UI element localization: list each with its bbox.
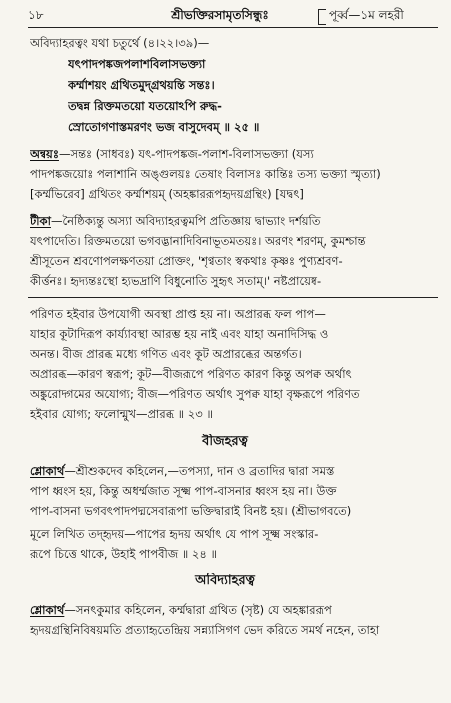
translation-line-5: অঙ্কুরোদ্গমের অযোগ্য; বীজ—পরিণত অর্থাৎ সুপক্ব যাহা বৃক্ষরূপে পরিণত — [30, 387, 360, 401]
tika-line-4: কীর্ত্তনঃ। হৃদ্যন্তঃস্থো হ্যভদ্রাণি বিধুনোতি সুহৃৎ সতাম্।' নষ্টপ্রায়েষ্ব- — [30, 274, 322, 288]
section2-text-1: —সনৎকুমার কহিলেন, কর্ম্মদ্বারা গ্রথিত (সৃষ্ট) যে অহঙ্কাররূপ — [64, 603, 332, 617]
section2-label: শ্লোকার্থ — [30, 603, 65, 617]
translation-line-2: যাহার কূটাদিরূপ কার্য্যাবস্থা আরম্ভ হয় নাই এবং যাহা অনাদিসিদ্ধ ও — [30, 327, 329, 341]
translation-line-6: হইবার যোগ্য; ফলোন্মুখ—প্রারব্ধ ॥ ২৩ ॥ — [30, 407, 213, 421]
book-title: শ্রীভক্তিরসামৃতসিন্ধুঃ — [171, 8, 269, 22]
header-rule — [28, 27, 438, 28]
anvaya-label: অন্বয়ঃ — [30, 147, 59, 161]
translation-line-4: অপ্রারব্ধ—কারণ স্বরূপ; কূট—বীজরূপে পরিণত কারণ কিন্তু অপক্ব অর্থাৎ — [30, 367, 352, 381]
page-number: ১৮ — [28, 8, 44, 22]
tika-label: টীকা — [30, 214, 51, 228]
verse-line-4: স্রোতোগণাস্তমরণং ভজ বাসুদেবম্ ॥ ২৫ ॥ — [68, 120, 260, 134]
translation-line-1: পরিণত হইবার উপযোগী অবস্থা প্রাপ্ত হয় না। অপ্রারব্ধ ফল পাপ— — [30, 307, 326, 321]
section1-line-3: পাপ-বাসনা ভগবৎপাদপদ্মসেবারূপা ভক্তিদ্বারাই বিনষ্ট হয়। (শ্রীভাগবতে) — [30, 504, 352, 518]
section1-line-5: রূপে চিত্তে থাকে, উহাই পাপবীজ ॥ ২৪ ॥ — [30, 547, 218, 561]
section1-line-2: পাপ ধ্বংস হয়, কিন্তু অধর্ম্মজাত সূক্ষ্ম পাপ-বাসনার ধ্বংস হয় না। উক্ত — [30, 484, 337, 498]
section-label: পূর্ব্ব—১ম লহরী — [329, 8, 404, 22]
verse-line-3: তদ্বন্ন রিক্তমতয়ো যতয়োঽপি রুদ্ধ- — [68, 99, 222, 113]
intro-line: অবিদ্যাহরত্বং যথা চতুর্থে (৪।২২।৩৯)— — [30, 36, 210, 50]
anvaya-line-1 — [30, 146, 440, 163]
verse-line-1: যৎপাদপঙ্কজপলাশবিলাসভক্ত্যা — [68, 57, 206, 71]
section-heading-avidyaharatva: অবিদ্যাহরত্ব — [195, 573, 255, 588]
section1-line-4: মূলে লিখিত তদ্হৃদয়—পাপের হৃদয় অর্থাৎ যে পাপ সূক্ষ্ম সংস্কার- — [30, 527, 319, 541]
tika-line-3: শ্রীসূতেন শ্রবণোপলক্ষণতয়া প্রোক্তং, 'শৃণ্বতাং স্বকথাঃ কৃষ্ণঃ পুণ্যশ্রবণ- — [30, 254, 343, 268]
section1-line-1 — [30, 463, 440, 480]
anvaya-line-3: [কর্ম্মভিরেব] গ্রথিতং কর্ম্মাশয়ম্ (অহঙ্কাররূপহৃদয়গ্রন্থিং) [যদ্বৎ] — [30, 187, 304, 201]
section1-label: শ্লোকার্থ — [30, 464, 65, 478]
section2-line-2: হৃদয়গ্রন্থিনিবিষয়মতি প্রত্যাহৃতেন্দ্রিয় সন্ন্যাসিগণ ভেদ করিতে সমর্থ নহেন, তাহা — [30, 623, 380, 637]
tika-line-2: যৎপাদেতি। রিক্তমতয়ো ভগবদ্ভানাদিবিনাভূতমতয়ঃ। অরণং শরণম্, কুমশ্চান্ত — [30, 234, 366, 248]
verse-line-2: কর্ম্মাশয়ং গ্রথিতমুদ্গ্রথয়ন্তি সন্তঃ। — [68, 78, 215, 92]
tika-line-1 — [30, 213, 440, 230]
anvaya-line-2: পাদপঙ্কজয়োঃ পলাশানি অঙ্গুলয়ঃ তেষাং বিলাসঃ কান্তিঃ তস্য ভক্ত্যা স্মৃত্যা) — [30, 167, 381, 181]
section2-line-1 — [30, 602, 440, 619]
tika-text-1: —নৈষ্ঠিক্যন্তু অস্যা অবিদ্যাহরত্বমপি প্রতিজ্ঞায় দ্বাভ্যাং দর্শয়তি — [50, 214, 321, 228]
section-heading-bijaharatva: বীজহরত্ব — [202, 434, 248, 449]
section1-text-1: —শ্রীশুকদেব কহিলেন,—তপস্যা, দান ও ব্রতাদির দ্বারা সমস্ত — [64, 464, 335, 478]
section-divider — [28, 297, 438, 298]
anvaya-text-1: —সন্তঃ (সাধবঃ) যৎ-পাদপঙ্কজ-পলাশ-বিলাসভক্ত্যা (যস্য — [58, 147, 314, 161]
section-bracket — [318, 9, 326, 25]
translation-line-3: অনন্ত। বীজ প্রারব্ধ মধ্যে গণিত এবং কূট অপ্রারব্ধের অন্তর্গত। — [30, 347, 302, 361]
